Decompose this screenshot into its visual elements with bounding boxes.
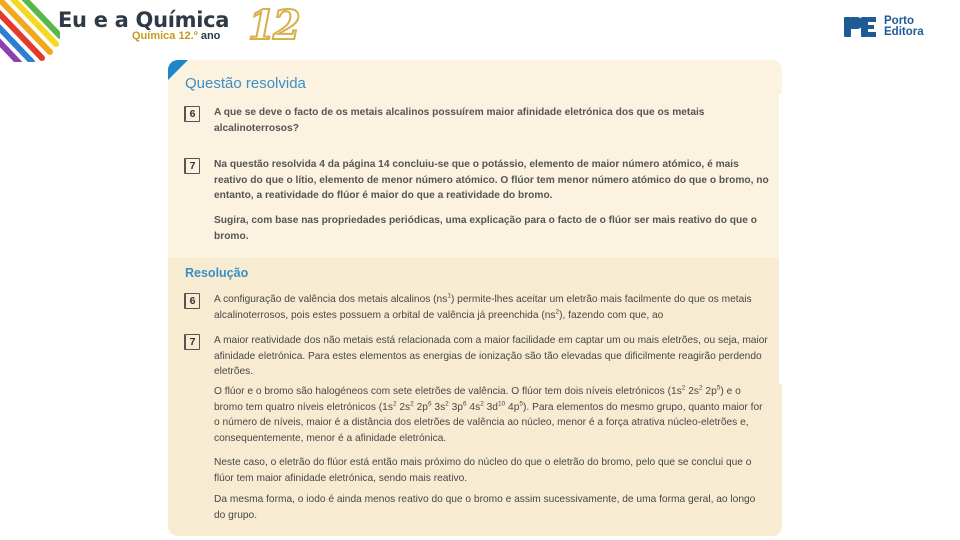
book-brand — [58, 8, 229, 42]
question-7-text: Na questão resolvida 4 da página 14 concluiu-se que o potássio, elemento de maior número atómico, é mais reativo do que o lítio, elemento de menor número atómico. O flúor tem menor número atómico do que o bromo, no entanto, a reatividade do flúor é maior do que a reatividade do bromo. — [214, 159, 769, 202]
resolution-7-p2: O flúor e o bromo são halogéneos com sete eletrões de valência. O flúor tem dois níveis eletrónicos ($1s^2$ $2s^2$ $2p^5$) e o bromo tem quatro níveis eletrónicos ($1s^2$ $2s^2$ $2p^6$ $3s^2$ $3p^6$ $4s^2$ $3d^{10}$ $4p^5$). Para elementos do mesmo grupo, quanto maior for o número de níveis, maior é a distância dos eletrões de valência ao núcleo, menor é a força atrativa núcleo-eletrões e, consequentemente, menor é a afinidade eletrónica. — [214, 384, 763, 444]
resolution-section-title: Resolução — [185, 266, 249, 280]
resolution-number-7: 7 — [184, 334, 200, 350]
question-number-6: 6 — [184, 106, 200, 122]
book-subtitle — [132, 30, 229, 42]
solved-question-card — [168, 60, 782, 536]
question-number-7: 7 — [184, 158, 200, 174]
question-7-prompt: Sugira, com base nas propriedades periódicas, uma explicação para o facto de o flúor ser mais reativo do que o bromo. — [214, 215, 757, 242]
publisher-line1: Porto — [884, 15, 915, 27]
resolution-7-p4: Da mesma forma, o iodo é ainda menos reativo do que o bromo e assim sucessivamente, de uma forma geral, ao longo do grupo. — [214, 494, 756, 521]
book-subject: Química 12.º — [132, 30, 198, 42]
resolution-6-text: A configuração de valência dos metais alcalinos $(ns^1)$ permite-lhes aceitar um eletrão mais facilmente do que os metais alcalinoterrosos, pois estes possuem a orbital de valência já preenchida $(ns^2)$, fazendo com que, ao — [214, 292, 752, 321]
resolution-7-p1: A maior reatividade dos não metais está relacionada com a maior facilidade em captar um ou mais eletrões, ou seja, maior afinidade eletrónica. Para estes elementos as energias de ionização são tão elevadas que dificilmente reagirão perdendo eletrões. — [214, 335, 768, 378]
publisher-name — [884, 16, 924, 38]
porto-editora-mark-icon — [844, 17, 878, 37]
edge-strip — [779, 94, 782, 384]
book-title: Eu e a Química — [58, 8, 230, 32]
colored-pencils-logo — [0, 0, 60, 62]
porto-editora-logo — [844, 16, 924, 38]
publisher-line2: Editora — [884, 26, 924, 38]
resolution-7-p3: Neste caso, o eletrão do flúor está então mais próximo do núcleo do que o eletrão do bromo, pelo que se conclui que o flúor tem maior afinidade eletrónica, sendo mais reativo. — [214, 457, 752, 484]
question-section-title: Questão resolvida — [185, 75, 306, 92]
book-year-label: ano — [200, 30, 221, 42]
edition-number: 12 — [248, 2, 298, 49]
resolution-number-6: 6 — [184, 293, 200, 309]
question-6-text: A que se deve o facto de os metais alcalinos possuírem maior afinidade eletrónica dos que os metais alcalinoterrosos? — [214, 107, 705, 134]
